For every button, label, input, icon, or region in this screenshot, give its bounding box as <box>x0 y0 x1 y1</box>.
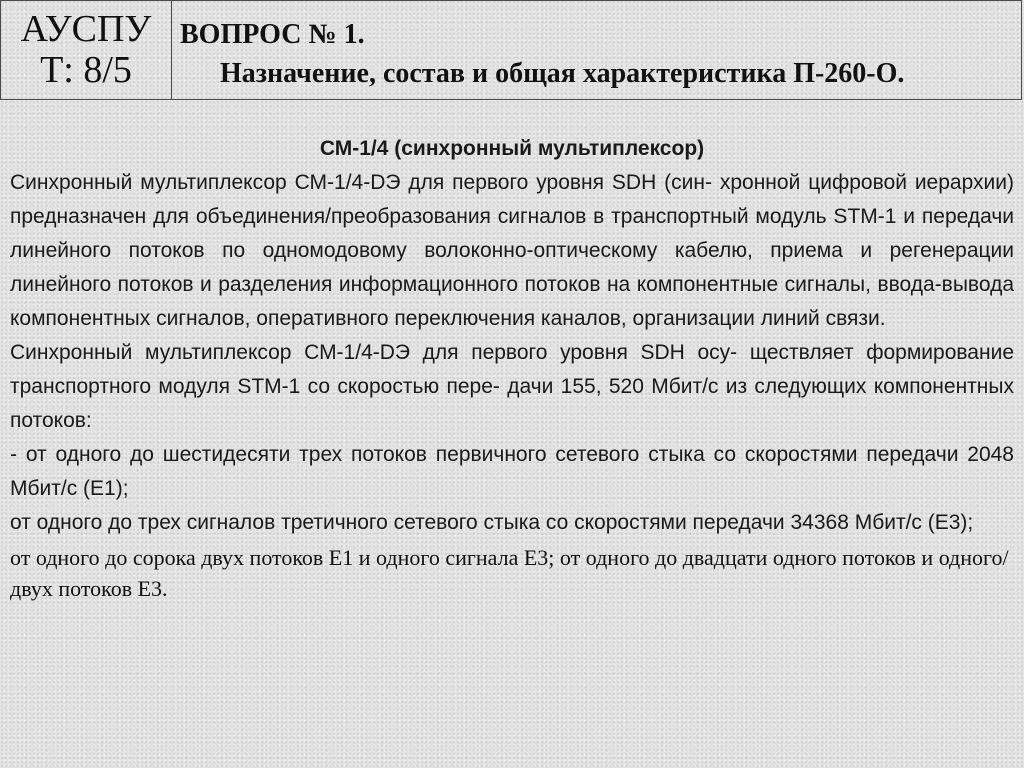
paragraph-purpose: Синхронный мультиплексор СМ-1/4-DЭ для первого уровня SDH (син- хронной цифровой иерархии) предназначен для объединения/преобразования сигналов в транспортный модуль STM-1 и передачи линейного потоков по одномодовому волоконно-оптическому кабелю, приема и регенерации линейного потоков и разделения информационного потоков на компонентные сигналы, ввода-вывода компонентных сигналов, оперативного переключения каналов, организации линий связи. <box>10 171 1014 330</box>
paragraph-mixed-streams: от одного до сорока двух потоков E1 и одного сигнала E3; от одного до двадцати одного потоков и одного/двух потоков E3. <box>10 545 1009 601</box>
content-title: СМ-1/4 (синхронный мультиплексор) <box>319 137 705 160</box>
slide-header <box>0 0 1022 100</box>
paragraph-e1-streams: - от одного до шестидесяти трех потоков первичного сетевого стыка со скоростями передачи 2048 Мбит/с (E1); <box>10 443 1014 500</box>
topic-number: Т: 8/5 <box>40 49 132 91</box>
paragraph-formation: Синхронный мультиплексор СМ-1/4-DЭ для первого уровня SDH осу- ществляет формирование транспортного модуля STM-1 со скоростью пере- дачи 155, 520 Мбит/с из следующих компонентных потоков: <box>10 341 1014 432</box>
question-title: Назначение, состав и общая характеристика П-260-О. <box>220 58 905 89</box>
course-code: АУСПУ <box>20 8 152 50</box>
course-code-box <box>1 1 172 99</box>
question-box <box>172 1 1021 99</box>
question-number: ВОПРОС № 1. <box>180 19 365 50</box>
paragraph-e3-signals: от одного до трех сигналов третичного сетевого стыка со скоростями передачи 34368 Мбит/с (E3); <box>10 511 974 534</box>
slide-content <box>10 132 1014 604</box>
